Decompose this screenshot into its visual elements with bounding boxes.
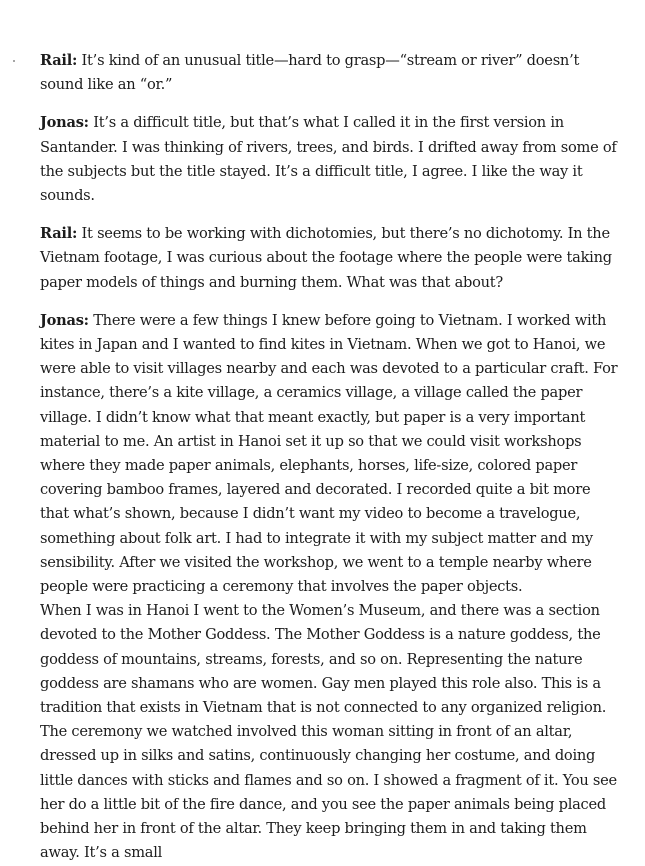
speaker-label: Rail: (40, 225, 78, 243)
paragraph-text: It seems to be working with dichotomies, but there’s no dichotomy. In the Vietnam footage, I was curious about the footage where the people were taking paper models of things and burning them. What was that about? (40, 225, 612, 291)
paragraph-text: It’s a difficult title, but that’s what I called it in the first version in Santander. I was thinking of rivers, trees, and birds. I drifted away from some of the subjects but the title stayed. It’s a difficult title, I agree. I like the way it sounds. (40, 114, 617, 205)
paragraph-text: There were a few things I knew before going to Vietnam. I worked with kites in Japan and I wanted to find kites in Vietnam. When we got to Hanoi, we were able to visit villages nearby and each was devoted to a particular craft. For instance, there’s a kite village, a ceramics village, a village called the paper village. I didn’t know what that meant exactly, but paper is a very important material to me. An artist in Hanoi set it up so that we could visit workshops where they made paper animals, elephants, horses, life-size, colored paper covering bamboo frames, layered and decorated. I recorded quite a bit more that what’s shown, because I didn’t want my video to become a travelogue, something about folk art. I had to integrate it with my subject matter and my sensibility. After we visited the workshop, we went to a temple nearby where people were practicing a ceremony that involves the paper objects. (40, 311, 618, 596)
scan-speck (13, 60, 15, 62)
paragraph-jonas-2 (40, 309, 618, 599)
interview-text (40, 49, 618, 866)
paragraph-jonas-1 (40, 111, 618, 208)
speaker-label: Rail: (40, 52, 78, 69)
paragraph-rail-1 (40, 49, 618, 97)
paragraph-rail-2 (40, 222, 618, 295)
paragraph-text: When I was in Hanoi I went to the Women’s Museum, and there was a section devoted to the Mother Goddess. The Mother Goddess is a nature goddess, the goddess of mountains, streams, forests, and so on. Representing the nature goddess are shamans who are women. Gay men played this role also. This is a tradition that exists in Vietnam that is not connected to any organized religion. The ceremony we watched involved this woman sitting in front of an altar, dressed up in silks and satins, continuously changing her costume, and doing little dances with sticks and flames and so on. I showed a fragment of it. You see her do a little bit of the fire dance, and you see the paper animals being placed behind her in front of the altar. They keep bringing them in and taking them away. It’s a small (40, 602, 617, 862)
speaker-label: Jonas: (40, 114, 89, 132)
paragraph-continuation (40, 599, 618, 865)
paragraph-text: It’s kind of an unusual title—hard to grasp—“stream or river” doesn’t sound like an “or.” (40, 52, 580, 94)
speaker-label: Jonas: (40, 311, 89, 329)
